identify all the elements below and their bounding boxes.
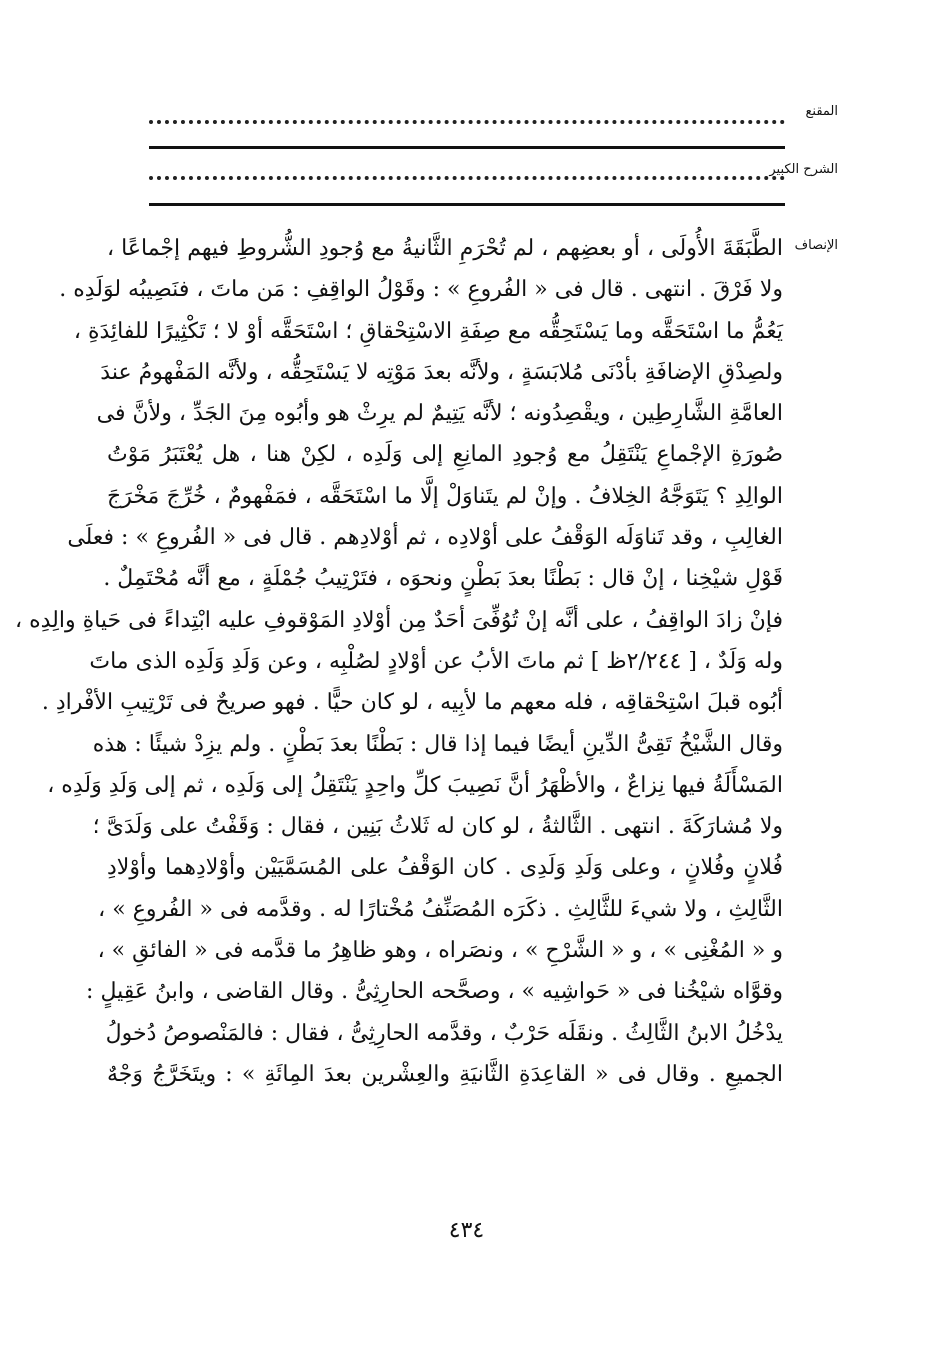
text-line: ولا مُشارَكَةَ . انتهى . الثَّالثةُ ، لو كان له ثَلاثُ بَنِين ، فقال : وَقَفْتُ على وَلَدَىَّ ؛ — [92, 814, 783, 840]
text-line: الغالِبِ ، وقد تَناوَلَه الوَقْفُ على أوْلادِه ، ثم أوْلادِهم . قال فى « الفُروعِ » : فعلَى — [67, 525, 783, 551]
text-line: الجميعِ . وقال فى « القاعِدَةِ الثَّانيَةِ والعِشْرين بعدَ المِائَةِ » : ويتَخَرَّجُ وَجْهٌ — [107, 1061, 783, 1087]
label-muqni: المقنع — [805, 104, 838, 119]
text-line: وله وَلَدٌ ، [ ٢/٢٤٤ظ ] ثم ماتَ الأبُ عن أوْلادٍ لصُلْبِه ، وعن وَلَدِ وَلَدِه الذى ماتَ — [89, 648, 783, 674]
section-divider-rule-2 — [149, 203, 785, 206]
main-text-block — [15, 228, 783, 1095]
text-line: الثَّالِثِ ، ولا شيءَ للثَّالِثِ . ذكَرَه المُصَنِّفُ مُخْتارًا له . وقدَّمه فى « الفُروعِ » ، — [98, 896, 783, 922]
label-insaf: الإنصاف — [794, 238, 838, 253]
text-line: أبُوه قبلَ اسْتِحْقاقِه ، فله معهم ما لأبِيه ، لو كان حيًّا . فهو صريحٌ فى تَرْتِيبِ الأفْرادِ . — [41, 690, 783, 716]
text-line: العامَّةِ الشَّارِطِين ، ويقْصِدُونه ؛ لأنَّه يَتِيمٌ لم يرِثْ هو وأبُوه مِنَ الجَدِّ ، ولأنَّ فى — [96, 401, 783, 427]
text-line: يدْخُلُ الابنُ الثَّالِثُ . ونقَلَه حَرْبٌ ، وقدَّمه الحارِثِىُّ ، فقال : فالمَنْصوصُ دُخولُ — [105, 1020, 783, 1046]
text-line: فإنْ زادَ الواقِفُ ، على أنَّه إنْ تُوُفِّىَ أحَدٌ مِن أوْلادِ المَوْقوفِ عليه ابْتِداءً فى حَياةِ والِدِه ، — [15, 607, 783, 633]
text-line: ولصِدْقِ الإضافَةِ بأدْنَى مُلابَسَةٍ ، ولأنَّه بعدَ مَوْتِه لا يَسْتَحِقُّه ، ولأنَّه المَفْهومُ عندَ — [100, 359, 783, 385]
text-line: وقوَّاه شيْخُنا فى « حَواشِيه » ، وصحَّحه الحارِثِىُّ . وقال القاضى ، وابنُ عَقِيلٍ : — [86, 979, 783, 1005]
section-divider-rule — [149, 146, 785, 149]
muqni-dotted-placeholder — [149, 120, 785, 124]
text-line: قَوْلِ شيْخِنا ، إنْ قال : بَطْنًا بعدَ بَطْنٍ ونحوَه ، فتَرْتِيبُ جُمْلَةٍ ، مع أنَّه مُحْتَمِلٌ . — [103, 566, 783, 592]
text-line: الوالِدِ ؟ يَتَوَجَّهُ الخِلافُ . وإنْ لم يتَناوَلْ إلَّا ما اسْتَحَقَّه ، فمَفْهومٌ ، خُرِّجَ مَخْرَجَ — [107, 483, 783, 509]
sharh-dotted-placeholder — [149, 176, 785, 180]
page-number: ٤٣٤ — [448, 1218, 485, 1243]
text-line: فُلانٍ وفُلانٍ ، وعلى وَلَدِ وَلَدِى . كان الوَقْفُ على المُسَمَّيَيْن وأوْلادِهما وأوْلادِ — [107, 855, 783, 881]
text-line: صُورَةِ الإجْماعِ يَنْتَقِلُ مع وُجودِ المانِعِ إلى وَلَدِه ، لكِنْ هنا ، هل يُعْتَبَرُ مَوْتُ — [107, 442, 783, 468]
text-line: المَسْأَلَةُ فيها نِزاعٌ ، والأظْهَرُ أنَّ نَصِيبَ كلِّ واحِدٍ يَنْتَقِلُ إلى وَلَدِه ، ثم إلى وَلَدِ وَلَدِه ، — [47, 772, 783, 798]
text-line: يَعُمُّ ما اسْتَحَقَّه وما يَسْتَحِقُّه مع صِفَةِ الاسْتِحْقاقِ ؛ اسْتَحَقَّه أوْ لا ؛ تَكْثِيرًا للفائِدَةِ ، — [73, 318, 783, 344]
text-line: الطَّبَقَةَ الأُولَى ، أو بعضِهم ، لم تُحْرَمِ الثَّانيةُ مع وُجودِ الشُّروطِ فيهم إجْماعًا ، — [107, 236, 783, 261]
text-line: ولا فَرْقَ . انتهى . قال فى « الفُروعِ » : وقَوْلُ الواقِفِ : مَن ماتَ ، فنَصِيبُه لوَلَدِه . — [59, 277, 783, 303]
text-line: وقال الشَّيْخُ تَقِىُّ الدِّينِ أيضًا فيما إذا قال : بَطْنًا بعدَ بَطْنٍ . ولم يزِدْ شيئًا : هذه — [92, 731, 783, 757]
label-sharh-kabir: الشرح الكبير — [769, 162, 838, 177]
text-line: و « المُغْنِى » ، و « الشَّرْحِ » ، ونصَراه ، وهو ظاهِرُ ما قدَّمه فى « الفائقِ » ، — [97, 938, 783, 964]
